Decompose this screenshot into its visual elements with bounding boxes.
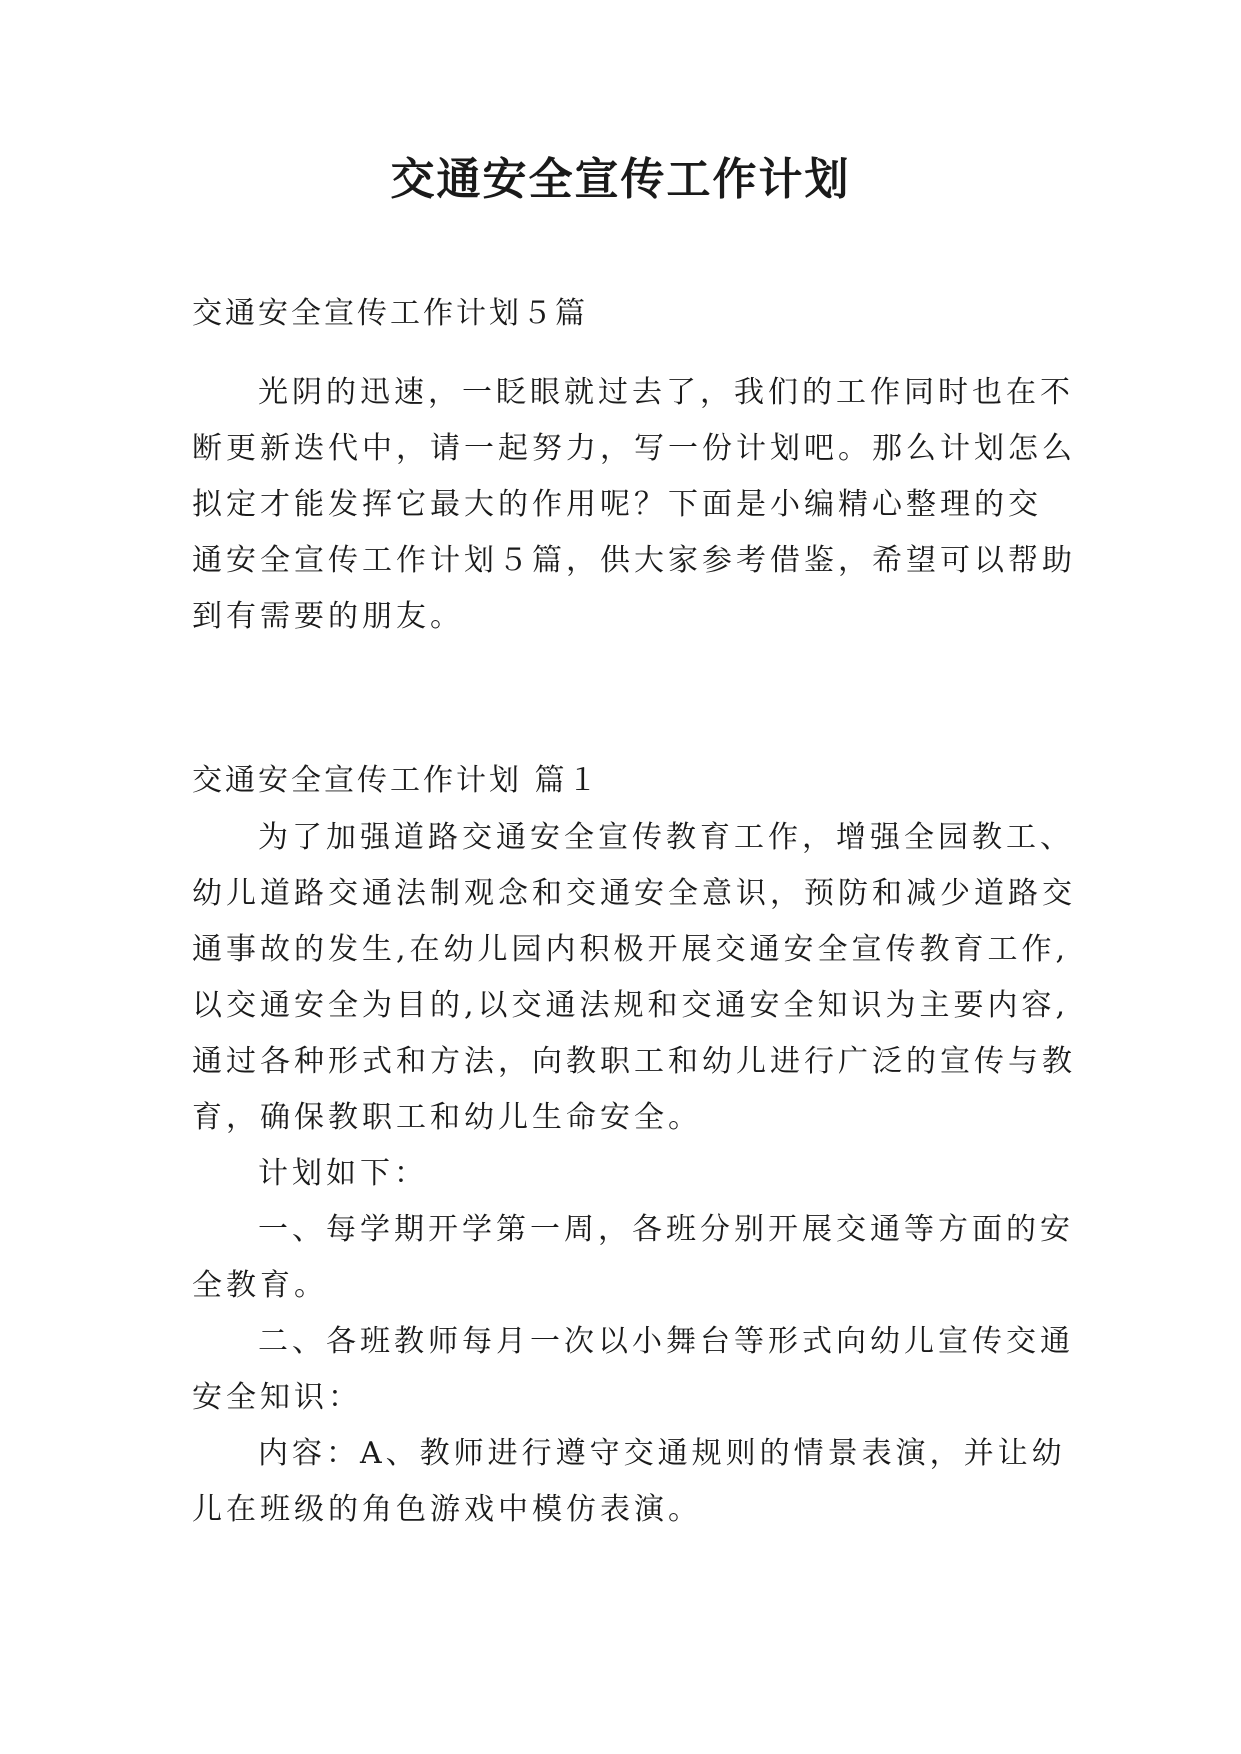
document-subtitle: 交通安全宣传工作计划５篇 [192, 296, 588, 331]
section-paragraph [192, 1426, 1072, 1538]
section-paragraph [192, 1202, 1072, 1314]
intro-line: 拟定才能发挥它最大的作用呢？下面是小编精心整理的交 [192, 487, 1042, 522]
paragraph-line: 全教育。 [192, 1268, 328, 1303]
paragraph-line: 一、每学期开学第一周，各班分别开展交通等方面的安 [258, 1212, 1074, 1247]
paragraph-line: 内容：A、教师进行遵守交通规则的情景表演，并让幼 [258, 1436, 1066, 1471]
paragraph-line: 以交通安全为目的,以交通法规和交通安全知识为主要内容, [192, 988, 1070, 1023]
paragraph-line: 为了加强道路交通安全宣传教育工作，增强全园教工、 [258, 820, 1074, 855]
paragraph-line: 育，确保教职工和幼儿生命安全。 [192, 1100, 702, 1135]
intro-line: 到有需要的朋友。 [192, 599, 464, 634]
paragraph-line: 计划如下： [258, 1156, 428, 1191]
paragraph-line: 幼儿道路交通法制观念和交通安全意识，预防和减少道路交 [192, 876, 1076, 911]
section-paragraph [192, 1146, 1072, 1202]
section-paragraph [192, 810, 1076, 1146]
intro-line: 光阴的迅速，一眨眼就过去了，我们的工作同时也在不 [258, 375, 1074, 410]
intro-paragraph [192, 365, 1076, 645]
paragraph-line: 通事故的发生,在幼儿园内积极开展交通安全宣传教育工作, [192, 932, 1070, 967]
paragraph-line: 通过各种形式和方法，向教职工和幼儿进行广泛的宣传与教 [192, 1044, 1076, 1079]
intro-line: 通安全宣传工作计划５篇，供大家参考借鉴，希望可以帮助 [192, 543, 1076, 578]
paragraph-line: 安全知识： [192, 1380, 362, 1415]
paragraph-line: 儿在班级的角色游戏中模仿表演。 [192, 1492, 702, 1527]
section-paragraph [192, 1314, 1072, 1426]
section-heading: 交通安全宣传工作计划 篇１ [192, 763, 601, 798]
paragraph-line: 二、各班教师每月一次以小舞台等形式向幼儿宣传交通 [258, 1324, 1074, 1359]
intro-line: 断更新迭代中，请一起努力，写一份计划吧。那么计划怎么 [192, 431, 1076, 466]
document-title: 交通安全宣传工作计划 [390, 154, 851, 205]
